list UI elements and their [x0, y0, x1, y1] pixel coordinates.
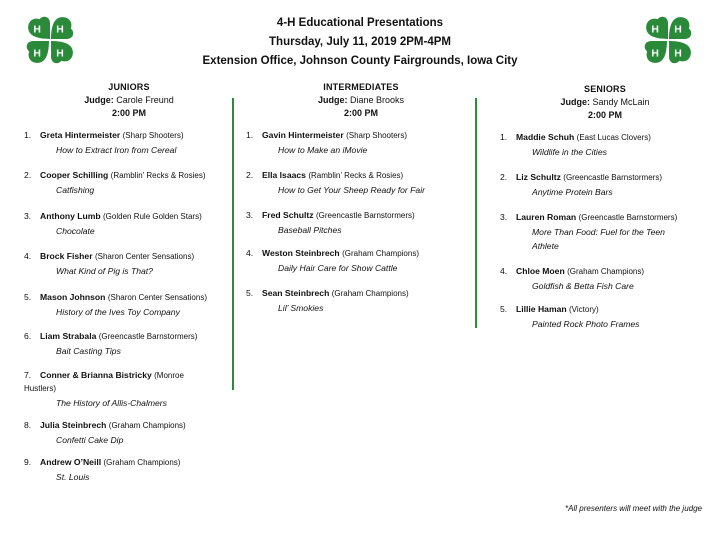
svg-text:H: H — [56, 24, 64, 36]
4-h-clover-icon — [642, 14, 694, 66]
svg-text:H: H — [56, 48, 64, 60]
svg-text:H: H — [651, 48, 659, 60]
juniors-time: 2:00 PM — [111, 108, 146, 118]
intermediates-title: INTERMEDIATES — [323, 82, 399, 92]
svg-text:H: H — [651, 24, 659, 36]
svg-text:H: H — [674, 24, 682, 36]
intermediates-heading — [276, 80, 446, 120]
seniors-title: SENIORS — [584, 84, 626, 94]
column-divider — [475, 98, 477, 328]
document-header — [110, 14, 610, 71]
intermediates-time: 2:00 PM — [343, 108, 378, 118]
seniors-heading — [520, 82, 690, 122]
column-divider — [232, 98, 234, 390]
svg-text:H: H — [33, 48, 41, 60]
intermediates-judge: Judge: Diane Brooks — [317, 95, 405, 105]
seniors-judge: Judge: Sandy McLain — [560, 97, 650, 107]
juniors-title: JUNIORS — [108, 82, 150, 92]
footer-note: *All presenters will meet with the judge — [565, 504, 702, 513]
event-date: Thursday, July 11, 2019 2PM-4PM — [269, 36, 451, 48]
seniors-time: 2:00 PM — [587, 110, 622, 120]
svg-text:H: H — [674, 48, 682, 60]
event-title: 4-H Educational Presentations — [276, 17, 444, 29]
svg-text:H: H — [33, 24, 41, 36]
juniors-judge: Judge: Carole Freund — [84, 95, 174, 105]
event-location: Extension Office, Johnson County Fairgrounds, Iowa City — [202, 55, 518, 67]
juniors-heading — [44, 80, 214, 120]
4-h-clover-icon — [24, 14, 76, 66]
